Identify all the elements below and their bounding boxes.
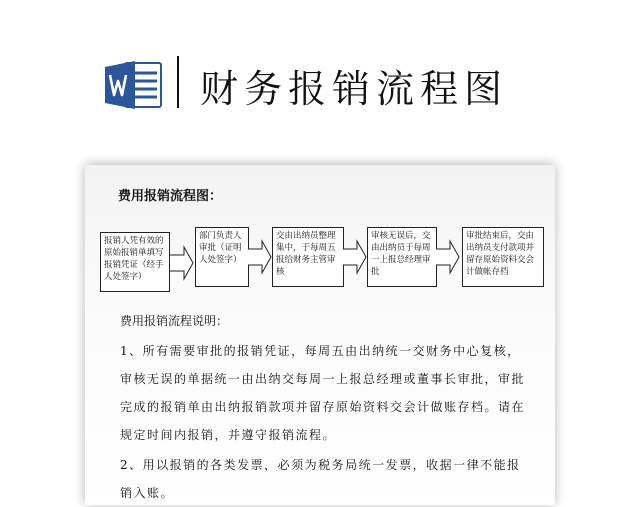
header <box>0 0 640 150</box>
paragraph-2: 2、用以报销的各类发票，必须为税务局统一发票，收据一律不能报销入账。 <box>120 458 521 500</box>
flow-title: 费用报销流程图： <box>118 189 223 204</box>
flow-step-1: 报销人凭有效的原始报销单填写报销凭证（经手人处签字） <box>100 232 170 292</box>
flow-step-4: 审核无误后，交由出纳员于每周一上报总经理审批 <box>367 227 437 287</box>
page-title: 财务报销流程图 <box>200 67 509 111</box>
flow-step-3: 交由出纳员整理集中，于每周五报给财务主管审核 <box>272 227 344 287</box>
flow-arrow-3 <box>343 239 367 275</box>
flow-arrow-2 <box>248 239 272 275</box>
word-icon <box>103 60 163 110</box>
header-divider <box>177 56 179 108</box>
section-title: 费用报销流程说明： <box>120 314 229 328</box>
flowchart <box>85 165 555 305</box>
flow-arrow-1 <box>170 245 194 281</box>
paragraph-1: 1、所有需要审批的报销凭证，每周五由出纳统一交财务中心复核，审核无误的单据统一由出纳交每周一上报总经理或董事长审批，审批完成的报销单由出纳报销款项并留存原始资料交会计做账存档。请在规定时间内报销，并遵守报销流程。 <box>120 344 526 442</box>
document-page <box>85 165 555 505</box>
document-preview <box>85 165 555 500</box>
flow-arrow-4 <box>436 239 460 275</box>
flow-step-5: 审批结束后，交由出纳员支付款项并留存原始资料交会计做帐存档 <box>462 227 544 287</box>
flow-step-2: 部门负责人审批（证明人处签字） <box>195 227 249 287</box>
